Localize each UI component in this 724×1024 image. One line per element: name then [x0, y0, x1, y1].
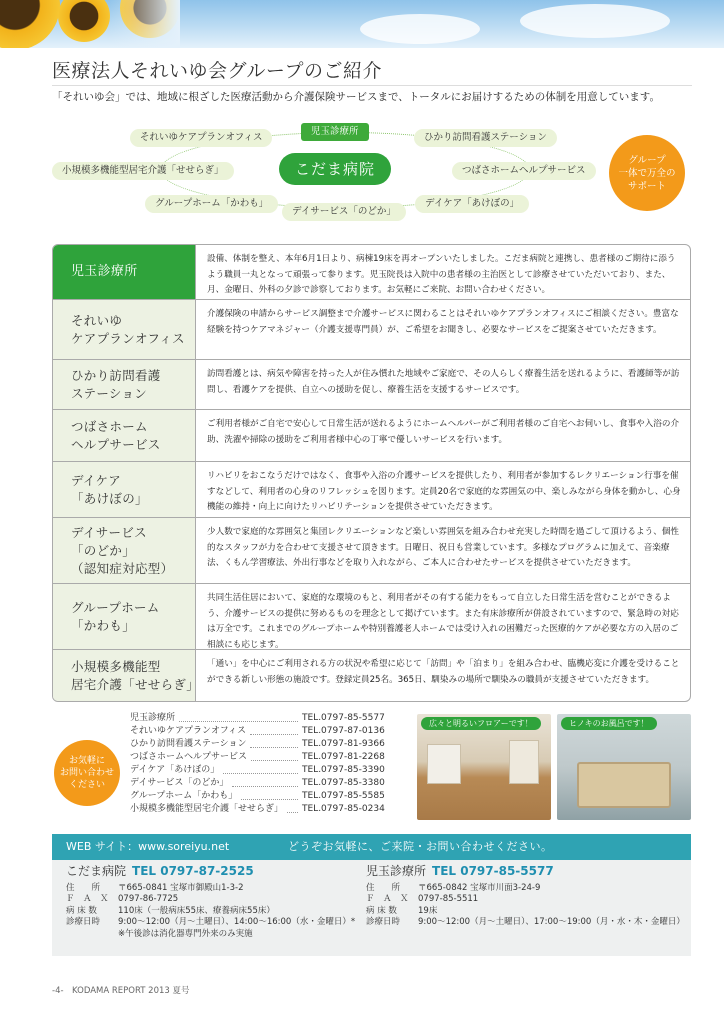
- web-message: どうぞお気軽に、ご来院・お問い合わせください。: [288, 840, 553, 853]
- contact-name: デイケア「あけぼの」: [130, 765, 220, 775]
- service-name: それいゆ ケアプランオフィス: [53, 300, 196, 359]
- contact-tel[interactable]: TEL.0797-85-5577: [302, 713, 385, 723]
- photo-window: [509, 740, 539, 784]
- info-key: 住 所: [366, 882, 401, 893]
- contact-item: [130, 764, 400, 777]
- service-name: つばさホーム ヘルプサービス: [53, 410, 196, 461]
- info-key: 診療日時: [66, 917, 101, 927]
- table-row: [53, 359, 690, 409]
- service-desc: ご利用者様がご自宅で安心して日常生活が送れるようにホームヘルパーがご利用者様のご自宅へお伺いし、食事や入浴の介助、洗濯や掃除の援助をご利用者様中心の丁寧で優しいサービスを行います。: [207, 419, 680, 445]
- bath-photo: [557, 714, 691, 820]
- diagram-node: デイサービス「のどか」: [282, 203, 406, 221]
- service-desc: 共同生活住居において、家庭的な環境のもと、利用者がその有する能力をもって自立した日常生活を営むことができるよう、介護サービスの提供に努めるものを理念として掲げています。また有床診療所が併設されていますので、緊急時の対応は万全です。これまでのグループホームや特別養護老人ホームでは受け入れの困難だった医療的ケアが必要な方の入居のご相談にも応じます。: [207, 593, 679, 650]
- table-row: [53, 461, 690, 517]
- info-value: 0797-85-5511: [418, 894, 479, 904]
- info-value: 〒665-0842 宝塚市川面3-24-9: [418, 882, 541, 893]
- leader-dots: [232, 786, 298, 787]
- hospital-note: ※午後診は消化器専門外来のみ実施: [118, 928, 253, 939]
- contact-tel[interactable]: TEL.0797-85-0234: [302, 804, 385, 814]
- info-value: 110床（一般病床55床、療養病床55床）: [118, 905, 275, 916]
- contact-name: 小規模多機能型居宅介護「せせらぎ」: [130, 804, 284, 814]
- contact-list: [130, 712, 400, 816]
- table-row: [53, 409, 690, 461]
- photo-window: [427, 744, 461, 784]
- bubble-line: ください: [68, 780, 105, 790]
- page-title: 医療法人それいゆ会グループのご紹介: [52, 60, 382, 82]
- service-name: デイケア 「あけぼの」: [53, 462, 196, 517]
- info-value: 〒665-0841 宝塚市御殿山1-3-2: [118, 882, 244, 893]
- info-row: [66, 883, 355, 895]
- diagram-node: それいゆケアプランオフィス: [130, 129, 272, 147]
- contact-bubble: [54, 740, 120, 806]
- info-key: 住 所: [66, 882, 101, 893]
- contact-name: 児玉診療所: [130, 713, 176, 723]
- service-name: グループホーム 「かわも」: [53, 584, 196, 649]
- contact-name: グループホーム「かわも」: [130, 791, 238, 801]
- badge-line: 一体で万全の: [618, 167, 676, 179]
- contact-tel[interactable]: TEL.0797-85-5585: [302, 791, 385, 801]
- contact-name: ひかり訪問看護ステーション: [130, 739, 247, 749]
- page-footer: -4- KODAMA REPORT 2013 夏号: [52, 986, 190, 996]
- info-value: 9:00～12:00（月～土曜日）、17:00～19:00（月・水・木・金曜日）: [418, 917, 685, 927]
- cloud-image: [360, 14, 480, 44]
- contact-tel[interactable]: TEL.0797-81-9366: [302, 739, 385, 749]
- table-row: [53, 583, 690, 649]
- hospital-tel[interactable]: TEL 0797-87-2525: [132, 864, 254, 878]
- service-name: デイサービス 「のどか」 （認知症対応型）: [53, 518, 196, 583]
- bubble-line: お問い合わせ: [59, 768, 114, 778]
- diagram-node: 小規模多機能型居宅介護「せせらぎ」: [52, 162, 234, 180]
- diagram-node: つばさホームヘルプサービス: [452, 162, 596, 180]
- contact-tel[interactable]: TEL.0797-87-0136: [302, 726, 385, 736]
- info-row: [366, 883, 685, 895]
- info-row: [66, 917, 355, 929]
- service-desc: リハビリをおこなうだけではなく、食事や入浴の介護サービスを提供したり、利用者が参加するレクリエーション行事を催すなどして、利用者の心身のリフレッシュを図ります。定員20名で家庭的な雰囲気の中、楽しみながら身体を動かし、心身機能の維持・向上に向けたリハビリテーションを提供させていただきます。: [207, 471, 681, 512]
- support-badge: [609, 135, 685, 211]
- contact-tel[interactable]: TEL.0797-85-3380: [302, 778, 385, 788]
- contact-name: デイサービス「のどか」: [130, 778, 229, 788]
- photo-caption: 広々と明るいフロアーです！: [421, 717, 541, 730]
- web-url[interactable]: WEB サイト：www.soreiyu.net: [66, 840, 230, 853]
- services-table: [52, 244, 691, 702]
- contact-item: [130, 751, 400, 764]
- photo-caption: ヒノキのお風呂です！: [561, 717, 657, 730]
- leader-dots: [250, 734, 298, 735]
- info-key: 病 床 数: [66, 905, 97, 916]
- clinic-tel[interactable]: TEL 0797-85-5577: [432, 864, 554, 878]
- service-name: 児玉診療所: [53, 245, 196, 299]
- leader-dots: [179, 721, 298, 722]
- service-desc: 訪問看護とは、病気や障害を持った人が住み慣れた地域やご家庭で、その人らしく療養生活を送れるように、看護師等が訪問し、看護ケアを提供、自立への援助を促し、療養生活を支援するサービスです。: [207, 369, 680, 395]
- contact-name: それいゆケアプランオフィス: [130, 726, 247, 736]
- info-value: 19床: [418, 905, 438, 916]
- leader-dots: [250, 747, 298, 748]
- facility-info: [52, 860, 691, 956]
- title-rule: [52, 85, 692, 86]
- contact-item: [130, 803, 400, 816]
- intro-text: 「それいゆ会」では、地域に根ざした医療活動から介護保険サービスまで、トータルにお届けするための体制を用意しています。: [52, 91, 660, 103]
- photo-bathtub: [577, 762, 671, 808]
- hero-fade: [0, 0, 180, 48]
- leader-dots: [251, 760, 298, 761]
- badge-line: サポート: [627, 180, 666, 192]
- info-row: [366, 894, 685, 906]
- table-row: [53, 649, 690, 701]
- diagram-node: グループホーム「かわも」: [145, 195, 278, 213]
- info-key: Ｆ Ａ Ｘ: [366, 894, 409, 904]
- leader-dots: [241, 799, 298, 800]
- floor-photo: [417, 714, 551, 820]
- table-row: [53, 245, 690, 299]
- clinic-info: [366, 866, 685, 929]
- badge-line: グループ: [628, 154, 666, 166]
- service-name: ひかり訪問看護 ステーション: [53, 360, 196, 409]
- info-value: 9:00～12:00（月～土曜日）、14:00～16:00（水・金曜日）*: [118, 917, 356, 927]
- contact-item: [130, 777, 400, 790]
- table-row: [53, 517, 690, 583]
- leader-dots: [223, 773, 298, 774]
- diagram-node-top: 児玉診療所: [301, 123, 369, 141]
- hero-banner: [0, 0, 724, 48]
- web-bar: [52, 834, 691, 860]
- info-key: 病 床 数: [366, 905, 397, 916]
- contact-item: [130, 790, 400, 803]
- service-desc: 「通い」を中心にご利用される方の状況や希望に応じて「訪問」や「泊まり」を組み合わせ、臨機応変に介護を受けることができる新しい形態の施設です。登録定員25名。365日、馴染みの場所で馴染みの職員が支援させていただきます。: [207, 659, 680, 685]
- hospital-name: こだま病院: [66, 864, 127, 878]
- diagram-node: ひかり訪問看護ステーション: [414, 129, 557, 147]
- clinic-name: 児玉診療所: [366, 864, 427, 878]
- info-key: Ｆ Ａ Ｘ: [66, 894, 109, 904]
- contact-item: [130, 725, 400, 738]
- service-desc: 設備、体制を整え、本年6月1日より、病棟19床を再オープンいたしました。こだま病院と連携し、患者様のご期待に添うよう職員一丸となって頑張って参ります。児玉院長は入院中の患者様の主治医として診療させていただいており、また、月、金曜日、外科の夕診で診察しております。お気軽にご来院、お問い合わせください。: [207, 254, 676, 295]
- info-row: [66, 906, 355, 918]
- leader-dots: [287, 812, 298, 813]
- bubble-line: お気軽に: [68, 756, 105, 766]
- cloud-image: [520, 4, 670, 38]
- info-value: 0797-86-7725: [118, 894, 179, 904]
- hospital-info: [66, 866, 355, 940]
- service-desc: 少人数で家庭的な雰囲気と集団レクリエーションなど楽しい雰囲気を組み合わせ充実した時間を過ごして頂けるよう、個性的なスタッフが力を合わせて支援させて頂きます。日曜日、祝日も営業しています。多様なプログラムに加えて、音楽療法、くもん学習療法、外出行事などを取り入れながら、ご本人に合わせたサービスを提供させていただきます。: [207, 527, 679, 568]
- info-key: 診療日時: [366, 917, 401, 927]
- info-row: [366, 917, 685, 929]
- contact-item: [130, 738, 400, 751]
- info-row: [66, 894, 355, 906]
- diagram-center: こだま病院: [279, 153, 391, 185]
- service-desc: 介護保険の申請からサービス調整まで介護サービスに関わることはそれいゆケアプランオフィスにご相談ください。豊富な経験を持つケアマネジャー（介護支援専門員）が、ご希望をお聞きし、必要なサービスをご提案させていただきます。: [207, 309, 679, 335]
- service-name: 小規模多機能型 居宅介護「せせらぎ」: [53, 650, 196, 701]
- contact-item: [130, 712, 400, 725]
- table-row: [53, 299, 690, 359]
- contact-tel[interactable]: TEL.0797-81-2268: [302, 752, 385, 762]
- diagram-node: デイケア「あけぼの」: [415, 195, 529, 213]
- info-row: [366, 906, 685, 918]
- contact-name: つばさホームヘルプサービス: [130, 752, 248, 762]
- contact-tel[interactable]: TEL.0797-85-3390: [302, 765, 385, 775]
